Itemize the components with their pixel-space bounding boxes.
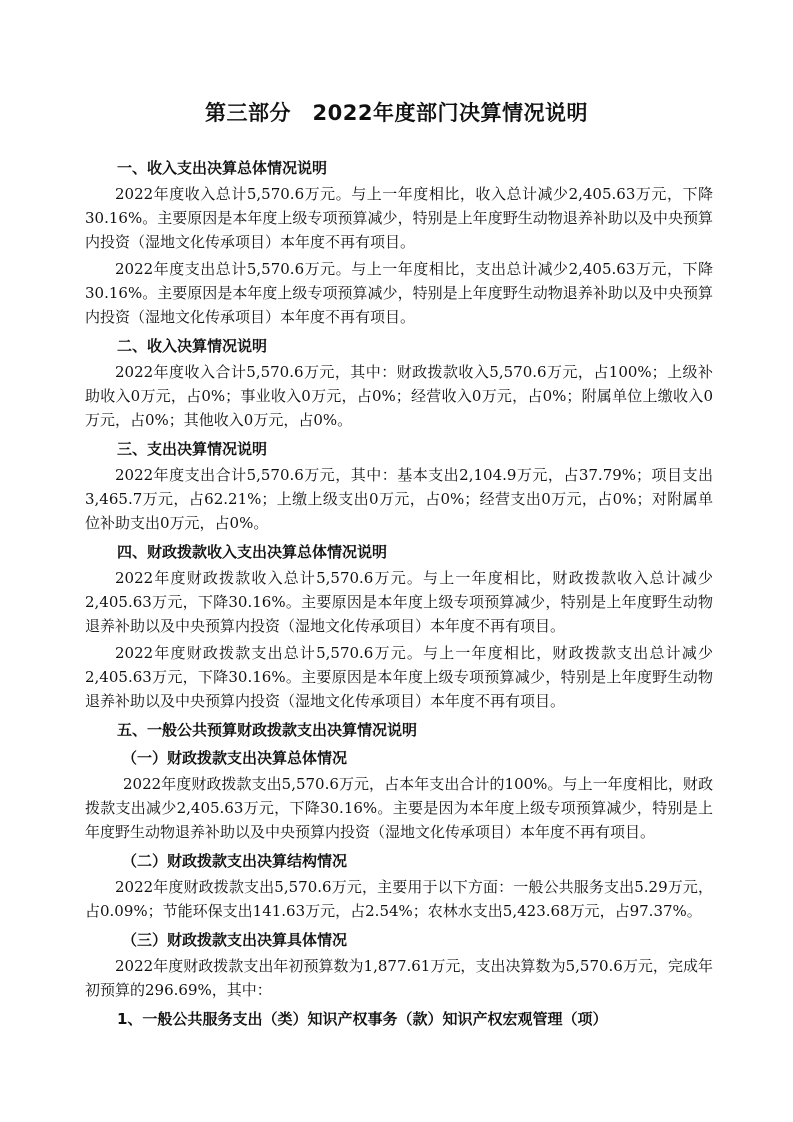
section-heading-expenditure: 三、支出决算情况说明 [117,440,268,458]
subsection-heading-structure: （二）财政拨款支出决算结构情况 [122,852,348,870]
paragraph-fiscal-expenditure-structure: 2022年度财政拨款支出5,570.6万元，主要用于以下方面：一般公共服务支出5.29万元，占0.09%；节能环保支出141.63万元，占2.54%；农林水支出5,423.68万元，占97.37%。 [85,878,713,920]
section-heading-income: 二、收入决算情况说明 [117,337,268,355]
subsection-heading-details: （三）财政拨款支出决算具体情况 [122,931,348,949]
section-heading-general-public-budget: 五、一般公共预算财政拨款支出决算情况说明 [117,721,418,739]
page-title: 第三部分 2022年度部门决算情况说明 [205,101,588,125]
paragraph-fiscal-expenditure-overall: 2022年度财政拨款支出5,570.6万元，占本年支出合计的100%。与上一年度相比，财政拨款支出减少2,405.63万元，下降30.16%。主要是因为本年度上级专项预算减少，特别是上年度野生动物退养补助以及中央预算内投资（湿地文化传承项目）本年度不再有项目。 [85,775,713,841]
paragraph-expenditure-breakdown: 2022年度支出合计5,570.6万元，其中：基本支出2,104.9万元，占37.79%；项目支出3,465.7万元，占62.21%；上缴上级支出0万元，占0%；经营支出0万元，占0%；对附属单位补助支出0万元，占0%。 [85,466,713,532]
document-body [85,154,713,1033]
subsection-heading-overall: （一）财政拨款支出决算总体情况 [122,749,348,767]
item-heading-ip-macro-management: 1、一般公共服务支出（类）知识产权事务（款）知识产权宏观管理（项） [117,1010,608,1028]
paragraph-fiscal-expenditure-details: 2022年度财政拨款支出年初预算数为1,877.61万元，支出决算数为5,570.6万元，完成年初预算的296.69%，其中： [85,957,713,999]
section-heading-fiscal-appropriation-overview: 四、财政拨款收入支出决算总体情况说明 [117,543,388,561]
section-heading-income-expenditure-overview: 一、收入支出决算总体情况说明 [117,159,328,177]
paragraph-income-total: 2022年度收入总计5,570.6万元。与上一年度相比，收入总计减少2,405.63万元，下降30.16%。主要原因是本年度上级专项预算减少，特别是上年度野生动物退养补助以及中央预算内投资（湿地文化传承项目）本年度不再有项目。 [85,185,713,251]
paragraph-expenditure-total: 2022年度支出总计5,570.6万元。与上一年度相比，支出总计减少2,405.63万元，下降30.16%。主要原因是本年度上级专项预算减少，特别是上年度野生动物退养补助以及中央预算内投资（湿地文化传承项目）本年度不再有项目。 [85,260,713,326]
paragraph-fiscal-expenditure-total: 2022年度财政拨款支出总计5,570.6万元。与上一年度相比，财政拨款支出总计减少2,405.63万元，下降30.16%。主要原因是本年度上级专项预算减少，特别是上年度野生动物退养补助以及中央预算内投资（湿地文化传承项目）本年度不再有项目。 [85,644,713,710]
paragraph-fiscal-income-total: 2022年度财政拨款收入总计5,570.6万元。与上一年度相比，财政拨款收入总计减少2,405.63万元，下降30.16%。主要原因是本年度上级专项预算减少，特别是上年度野生动物退养补助以及中央预算内投资（湿地文化传承项目）本年度不再有项目。 [85,569,713,635]
paragraph-income-breakdown: 2022年度收入合计5,570.6万元，其中：财政拨款收入5,570.6万元，占100%；上级补助收入0万元，占0%；事业收入0万元，占0%；经营收入0万元，占0%；附属单位上缴收入0万元，占0%；其他收入0万元，占0%。 [85,363,713,429]
